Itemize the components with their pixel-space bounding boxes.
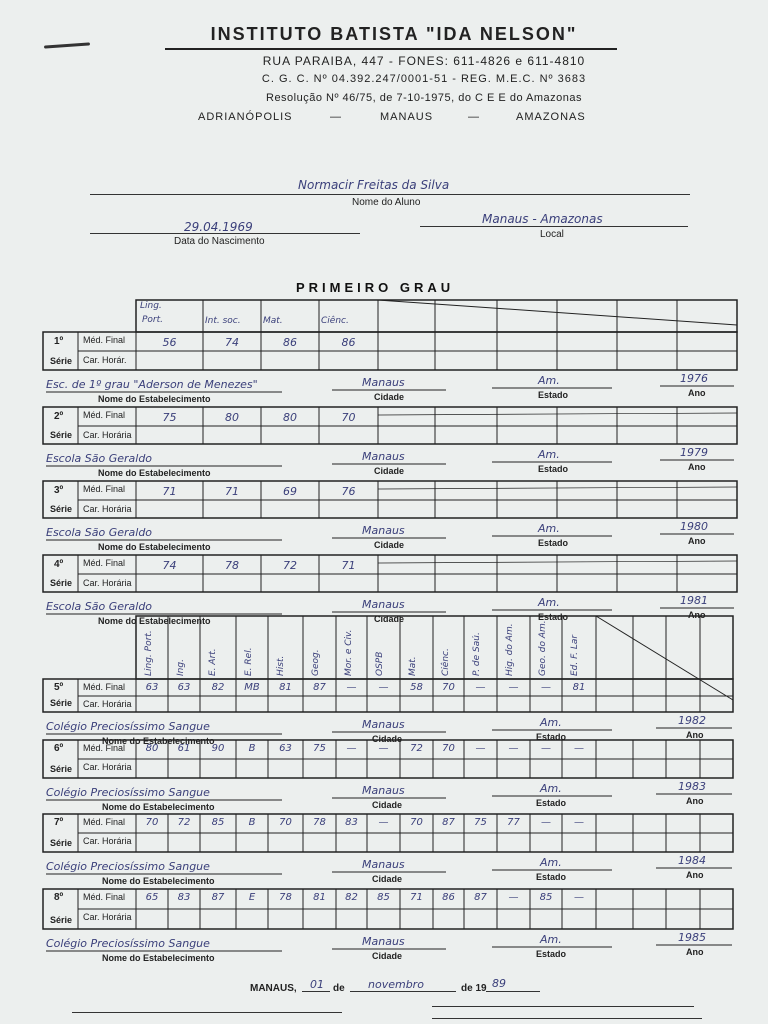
- school-label: Nome do Estabelecimento: [102, 953, 215, 963]
- address-line: RUA PARAIBA, 447 - FONES: 611-4826 e 611-4810: [262, 54, 586, 68]
- grade-value: 81: [572, 682, 586, 693]
- school-year: 1983: [678, 780, 706, 793]
- grade-value: 58: [410, 682, 423, 693]
- grade-value: 63: [177, 682, 191, 693]
- grade-value: 83: [345, 817, 358, 828]
- birth-place-label: Local: [540, 229, 564, 240]
- grade-value: 80: [225, 411, 239, 424]
- car-horaria-label: Car. Horária: [83, 504, 132, 514]
- subject-header-vertical: OSPB: [375, 651, 385, 676]
- grade-value: MB: [244, 682, 260, 693]
- grade-value: 76: [341, 485, 356, 498]
- grade-value: —: [346, 682, 357, 693]
- grade-value: 56: [162, 336, 177, 349]
- state-label: Estado: [538, 612, 569, 622]
- school-label: Nome do Estabelecimento: [98, 468, 211, 478]
- school-name: Escola São Geraldo: [46, 452, 153, 465]
- grade-value: E: [248, 892, 256, 903]
- school-year: 1981: [680, 594, 708, 607]
- city-label: Cidade: [374, 540, 405, 550]
- grade-value: 78: [279, 892, 292, 903]
- city-label: Cidade: [374, 392, 405, 402]
- signature-line-2: [72, 1012, 342, 1013]
- city-amazonas: AMAZONAS: [516, 111, 586, 123]
- school-city: Manaus: [362, 935, 405, 948]
- grade-value: 70: [145, 817, 159, 828]
- grade-value: 72: [177, 817, 191, 828]
- grade-value: 81: [279, 682, 292, 693]
- grade-value: 61: [177, 743, 191, 754]
- grade-value: 70: [442, 682, 455, 693]
- serie-label: Série: [50, 356, 73, 366]
- school-year: 1982: [678, 714, 706, 727]
- grade-value: —: [378, 682, 389, 693]
- grade-value: —: [541, 682, 551, 693]
- grade-value: 70: [442, 743, 455, 754]
- school-label: Nome do Estabelecimento: [98, 394, 211, 404]
- grade-value: B: [248, 743, 256, 754]
- school-label: Nome do Estabelecimento: [102, 876, 215, 886]
- grade-value: 86: [283, 336, 297, 349]
- school-city: Manaus: [362, 450, 405, 463]
- med-final-label: Méd. Final: [83, 484, 126, 494]
- footer-month-line: [350, 991, 456, 992]
- city-label: Cidade: [372, 874, 403, 884]
- grade-value: B: [248, 817, 256, 828]
- serie-label: Série: [50, 504, 73, 514]
- car-horaria-label: Car. Horária: [83, 430, 132, 440]
- city-label: Cidade: [372, 800, 403, 810]
- serie-label: Série: [50, 764, 73, 774]
- grade-value: 70: [279, 817, 292, 828]
- school-year: 1979: [680, 446, 708, 459]
- school-name: Esc. de 1º grau "Aderson de Menezes": [46, 378, 258, 391]
- med-final-label: Méd. Final: [83, 743, 126, 753]
- med-final-label: Méd. Final: [83, 682, 126, 692]
- grade-value: 70: [410, 817, 423, 828]
- school-label: Nome do Estabelecimento: [102, 802, 215, 812]
- subject-header-2: Int. soc.: [205, 316, 241, 326]
- section-title: PRIMEIRO GRAU: [296, 280, 455, 295]
- car-horaria-label: Car. Horária: [83, 762, 132, 772]
- school-name: Colégio Preciosíssimo Sangue: [46, 720, 210, 733]
- serie-number: 1º: [54, 336, 64, 347]
- year-label: Ano: [686, 730, 704, 740]
- grade-value: —: [378, 817, 389, 828]
- footer-day-line: [302, 991, 330, 992]
- school-state: Am.: [540, 856, 562, 869]
- school-city: Manaus: [362, 598, 405, 611]
- car-horaria-label: Car. Horár.: [83, 355, 127, 365]
- grade-value: 81: [313, 892, 326, 903]
- subject-header-ling-1: Ling.: [140, 301, 162, 311]
- grade-value: 90: [211, 743, 225, 754]
- subject-header-vertical: Mat.: [408, 656, 418, 676]
- city-label: Cidade: [374, 614, 405, 624]
- school-state: Am.: [538, 596, 560, 609]
- grade-value: 72: [410, 743, 423, 754]
- school-state: Am.: [540, 782, 562, 795]
- city-manaus: MANAUS: [380, 111, 434, 123]
- footer-day: 01: [310, 978, 324, 991]
- grade-value: 74: [162, 559, 177, 572]
- birth-date-label: Data do Nascimento: [174, 236, 265, 247]
- serie-number: 2º: [54, 411, 64, 422]
- school-state: Am.: [540, 933, 562, 946]
- grade-value: —: [508, 892, 519, 903]
- state-label: Estado: [536, 798, 567, 808]
- grade-value: 75: [162, 411, 177, 424]
- city-dash-1: —: [330, 111, 342, 123]
- student-name-label: Nome do Aluno: [352, 197, 421, 208]
- grade-value: 69: [283, 485, 297, 498]
- grade-value: —: [508, 743, 519, 754]
- school-year: 1985: [678, 931, 706, 944]
- subject-header-3: Mat.: [263, 316, 283, 326]
- grade-value: 71: [410, 892, 423, 903]
- year-label: Ano: [688, 610, 706, 620]
- school-city: Manaus: [362, 376, 405, 389]
- subject-header-4: Ciênc.: [321, 316, 349, 326]
- subject-header-vertical: Ed. F. Lar: [570, 634, 580, 676]
- car-horaria-label: Car. Horária: [83, 699, 132, 709]
- city-adrianopolis: ADRIANÓPOLIS: [198, 111, 293, 123]
- subject-header-vertical: Hig. do Am.: [505, 623, 515, 676]
- grade-value: —: [378, 743, 389, 754]
- subject-header-vertical: Ing.: [176, 659, 186, 676]
- car-horaria-label: Car. Horária: [83, 836, 132, 846]
- state-label: Estado: [538, 464, 569, 474]
- grade-value: 87: [442, 817, 455, 828]
- grade-value: 80: [145, 743, 159, 754]
- grade-value: 85: [539, 892, 553, 903]
- serie-label: Série: [50, 578, 73, 588]
- school-state: Am.: [538, 522, 560, 535]
- year-label: Ano: [686, 870, 704, 880]
- state-label: Estado: [536, 732, 567, 742]
- grade-value: 82: [211, 682, 225, 693]
- grade-value: —: [541, 743, 551, 754]
- grade-value: —: [574, 743, 584, 754]
- grade-value: —: [541, 817, 551, 828]
- city-dash-2: —: [468, 111, 480, 123]
- grade-value: —: [475, 682, 486, 693]
- school-state: Am.: [540, 716, 562, 729]
- school-year: 1976: [680, 372, 708, 385]
- subject-header-vertical: Mor. e Civ.: [344, 629, 354, 676]
- grade-value: 75: [313, 743, 326, 754]
- grade-value: 87: [313, 682, 326, 693]
- grade-value: 71: [225, 485, 239, 498]
- birth-date-value: 29.04.1969: [184, 220, 253, 234]
- med-final-label: Méd. Final: [83, 558, 126, 568]
- grade-value: 80: [283, 411, 297, 424]
- subject-header-vertical: E. Art.: [208, 648, 218, 676]
- grade-value: 83: [177, 892, 191, 903]
- year-label: Ano: [688, 462, 706, 472]
- grade-value: 71: [162, 485, 177, 498]
- city-label: Cidade: [374, 466, 405, 476]
- subject-header-vertical: Ling. Port.: [144, 630, 154, 676]
- subject-header-vertical: Ciênc.: [441, 648, 451, 676]
- school-city: Manaus: [362, 718, 405, 731]
- school-label: Nome do Estabelecimento: [98, 542, 211, 552]
- school-city: Manaus: [362, 858, 405, 871]
- school-name: Colégio Preciosíssimo Sangue: [46, 860, 210, 873]
- grade-value: 77: [507, 817, 520, 828]
- year-label: Ano: [686, 796, 704, 806]
- grade-value: 85: [211, 817, 225, 828]
- institution-name: INSTITUTO BATISTA "IDA NELSON": [210, 24, 578, 44]
- footer-city: MANAUS,: [250, 983, 297, 994]
- grade-value: 71: [341, 559, 356, 572]
- serie-label: Série: [50, 430, 73, 440]
- grade-value: 85: [377, 892, 390, 903]
- grade-value: 63: [145, 682, 159, 693]
- state-label: Estado: [538, 390, 569, 400]
- state-label: Estado: [538, 538, 569, 548]
- serie-number: 6º: [54, 743, 64, 754]
- state-label: Estado: [536, 949, 567, 959]
- school-name: Escola São Geraldo: [46, 526, 153, 539]
- subject-header-vertical: Geog.: [311, 649, 321, 676]
- year-label: Ano: [688, 536, 706, 546]
- grade-value: 87: [211, 892, 225, 903]
- school-label: Nome do Estabelecimento: [98, 616, 211, 626]
- grade-value: —: [574, 817, 584, 828]
- serie-label: Série: [50, 698, 73, 708]
- grade-value: —: [475, 743, 486, 754]
- grade-value: 86: [341, 336, 356, 349]
- med-final-label: Méd. Final: [83, 817, 126, 827]
- school-state: Am.: [538, 448, 560, 461]
- registry-line: C. G. C. Nº 04.392.247/0001-51 - REG. M.E.C. Nº 3683: [261, 73, 587, 85]
- footer-year-line: [486, 991, 540, 992]
- grade-value: 74: [225, 336, 239, 349]
- grade-value: 78: [313, 817, 326, 828]
- school-year: 1980: [680, 520, 708, 533]
- school-name: Escola São Geraldo: [46, 600, 153, 613]
- serie-number: 3º: [54, 485, 64, 496]
- serie-number: 5º: [54, 682, 64, 693]
- school-state: Am.: [538, 374, 560, 387]
- grade-value: 78: [225, 559, 239, 572]
- signature-line-1: [432, 1006, 694, 1007]
- subject-header-vertical: Geo. do Am.: [538, 620, 548, 676]
- footer-de-2: de 19: [461, 983, 487, 994]
- school-city: Manaus: [362, 524, 405, 537]
- student-name-value: Normacir Freitas da Silva: [298, 178, 450, 192]
- subject-header-port-1: Port.: [142, 315, 164, 325]
- serie-number: 4º: [54, 559, 64, 570]
- grade-value: 86: [442, 892, 455, 903]
- birth-place-value: Manaus - Amazonas: [482, 212, 603, 226]
- school-label: Nome do Estabelecimento: [102, 736, 215, 746]
- grade-value: 82: [345, 892, 358, 903]
- serie-number: 8º: [54, 892, 64, 903]
- school-year: 1984: [678, 854, 706, 867]
- med-final-label: Méd. Final: [83, 410, 126, 420]
- footer-year: 89: [492, 977, 506, 990]
- year-label: Ano: [686, 947, 704, 957]
- school-name: Colégio Preciosíssimo Sangue: [46, 786, 210, 799]
- med-final-label: Méd. Final: [83, 335, 126, 345]
- car-horaria-label: Car. Horária: [83, 578, 132, 588]
- subject-header-vertical: P. de Saú.: [472, 632, 482, 676]
- city-label: Cidade: [372, 734, 403, 744]
- footer-de-1: de: [333, 983, 345, 994]
- serie-label: Série: [50, 838, 73, 848]
- grade-value: 65: [145, 892, 159, 903]
- signature-line-3: [432, 1018, 702, 1019]
- grade-value: 75: [474, 817, 487, 828]
- car-horaria-label: Car. Horária: [83, 912, 132, 922]
- med-final-label: Méd. Final: [83, 892, 126, 902]
- serie-label: Série: [50, 915, 73, 925]
- grade-value: 70: [341, 411, 356, 424]
- resolution-line: Resolução Nº 46/75, de 7-10-1975, do C E E do Amazonas: [266, 92, 582, 104]
- subject-header-vertical: Hist.: [276, 655, 286, 676]
- grade-value: 72: [283, 559, 297, 572]
- grade-value: 87: [474, 892, 487, 903]
- grade-value: —: [346, 743, 357, 754]
- footer-month: novembro: [368, 978, 424, 991]
- school-name: Colégio Preciosíssimo Sangue: [46, 937, 210, 950]
- state-label: Estado: [536, 872, 567, 882]
- subject-header-vertical: E. Rel.: [244, 647, 254, 676]
- year-label: Ano: [688, 388, 706, 398]
- school-city: Manaus: [362, 784, 405, 797]
- grade-value: —: [574, 892, 584, 903]
- serie-number: 7º: [54, 817, 64, 828]
- grade-value: —: [508, 682, 519, 693]
- city-label: Cidade: [372, 951, 403, 961]
- grade-value: 63: [279, 743, 292, 754]
